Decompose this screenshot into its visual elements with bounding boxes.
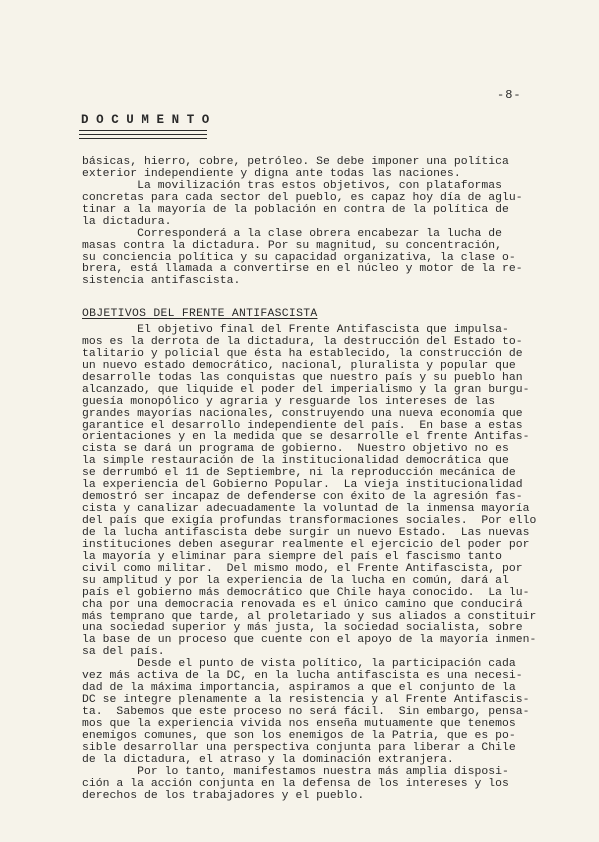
paragraph-block-objectives <box>82 325 554 803</box>
text-line: ta. Sabemos que este proceso no será fácil. Sin embargo, pensa- <box>82 706 530 718</box>
rule-line <box>79 130 207 131</box>
text-line: mos que la experiencia vivida nos enseña mutuamente que tenemos <box>82 717 516 730</box>
text-line: la experiencia del Gobierno Popular. La vieja institucionalidad <box>82 479 523 492</box>
text-line: exterior independiente y digna ante todas las naciones. <box>82 167 461 180</box>
text-line: civil como militar. Del mismo modo, el Frente Antifascista, por <box>82 562 523 575</box>
text-line: Corresponderá a la clase obrera encabezar la lucha de <box>82 227 503 240</box>
page-number: -8- <box>497 88 522 102</box>
section-subtitle: OBJETIVOS DEL FRENTE ANTIFASCISTA <box>82 308 318 320</box>
text-line: guesía monopólico y agraria y resguarde los intereses de las <box>82 395 496 408</box>
text-line: ción a la acción conjunta en la defensa de los intereses y los <box>82 777 509 790</box>
text-line: su amplitud y por la experiencia de la lucha en común, dará al <box>82 574 509 587</box>
text-line: cha por una democracia renovada es el único camino que conducirá <box>82 598 523 611</box>
rule-line <box>79 134 207 135</box>
text-line: la simple restauración de la institucionalidad democrática que <box>82 455 509 468</box>
text-line: mos es la derrota de la dictadura, la destrucción del Estado to- <box>82 335 523 348</box>
text-line: enemigos comunes, que son los enemigos de la Patria, que es po- <box>82 729 516 742</box>
text-line: demostró ser incapaz de defenderse con éxito de la agresión fas- <box>82 491 523 504</box>
rule-line <box>79 138 207 139</box>
text-line: se derrumbó el 11 de Septiembre, ni la reproducción mecánica de <box>82 467 516 480</box>
text-line: masas contra la dictadura. Por su magnitud, su concentración, <box>82 239 503 252</box>
text-line: de la lucha antifascista debe surgir un nuevo Estado. Las nuevas <box>82 526 530 539</box>
paragraph-block-intro <box>82 157 554 288</box>
text-line: la mayoría y eliminar para siempre del país el fascismo tanto <box>82 550 503 563</box>
text-line: garantice el desarrollo independiente del país. En base a estas <box>82 419 523 432</box>
text-line: talitario y policial que ésta ha establecido, la construcción de <box>82 347 523 360</box>
text-line: la base de un proceso que cuente con el apoyo de la mayoría inmen- <box>82 634 537 647</box>
text-line: cista y canalizar adecuadamente la voluntad de la inmensa mayoría <box>82 503 530 516</box>
text-line: sa del país. <box>82 646 165 659</box>
text-line: Desde el punto de vista político, la participación cada <box>82 658 516 671</box>
section-header: DOCUMENTO <box>81 113 217 127</box>
text-line: país el gobierno más democrático que Chile haya conocido. La lu- <box>82 586 530 599</box>
text-line: concretas para cada sector del pueblo, es capaz hoy día de aglu- <box>82 191 523 204</box>
text-line: la dictadura. <box>82 215 172 228</box>
text-line: instituciones deben asegurar realmente el ejercicio del poder por <box>82 538 530 551</box>
text-line: de la dictadura, el atraso y la dominación extranjera. <box>82 753 454 766</box>
text-line: cista se dará un programa de gobierno. Nuestro objetivo no es <box>82 443 509 456</box>
text-line: brera, está llamada a convertirse en el núcleo y motor de la re- <box>82 263 523 276</box>
text-line: DC se integre plenamente a la resistencia y al Frente Antifascis- <box>82 694 530 707</box>
text-line: La movilización tras estos objetivos, con plataformas <box>82 179 503 192</box>
header-underline-rules <box>79 130 207 142</box>
text-line: El objetivo final del Frente Antifascista que impulsa- <box>82 324 509 336</box>
text-line: desarrolle todas las conquistas que nuestro país y su pueblo han <box>82 371 523 384</box>
text-line: más temprano que tarde, al proletariado y sus aliados a constituir <box>82 610 537 623</box>
text-line: vez más activa de la DC, en la lucha antifascista es una necesi- <box>82 670 523 683</box>
text-line: Por lo tanto, manifestamos nuestra más amplia disposi- <box>82 765 509 778</box>
text-line: un nuevo estado democrático, nacional, pluralista y popular que <box>82 359 516 372</box>
text-line: su conciencia política y su capacidad organizativa, la clase o- <box>82 251 516 264</box>
text-line: básicas, hierro, cobre, petróleo. Se debe imponer una política <box>82 156 509 168</box>
text-line: sistencia antifascista. <box>82 275 241 288</box>
text-line: dad de la máxima importancia, aspiramos a que el conjunto de la <box>82 682 516 695</box>
text-line: alcanzado, que liquide el poder del imperialismo y la gran burgu- <box>82 383 530 396</box>
text-line: orientaciones y en la medida que se desarrolle el frente Antifas- <box>82 431 530 444</box>
text-line: tinar a la mayoría de la población en contra de la política de <box>82 203 509 216</box>
text-line: del país que exigía profundas transformaciones sociales. Por ello <box>82 515 537 527</box>
text-line: grandes mayorías nacionales, construyendo una nueva economía que <box>82 407 523 420</box>
text-line: derechos de los trabajadores y el pueblo. <box>82 789 365 802</box>
text-line: sible desarrollar una perspectiva conjunta para liberar a Chile <box>82 741 516 754</box>
text-line: una sociedad superior y más justa, la sociedad socialista, sobre <box>82 622 523 635</box>
